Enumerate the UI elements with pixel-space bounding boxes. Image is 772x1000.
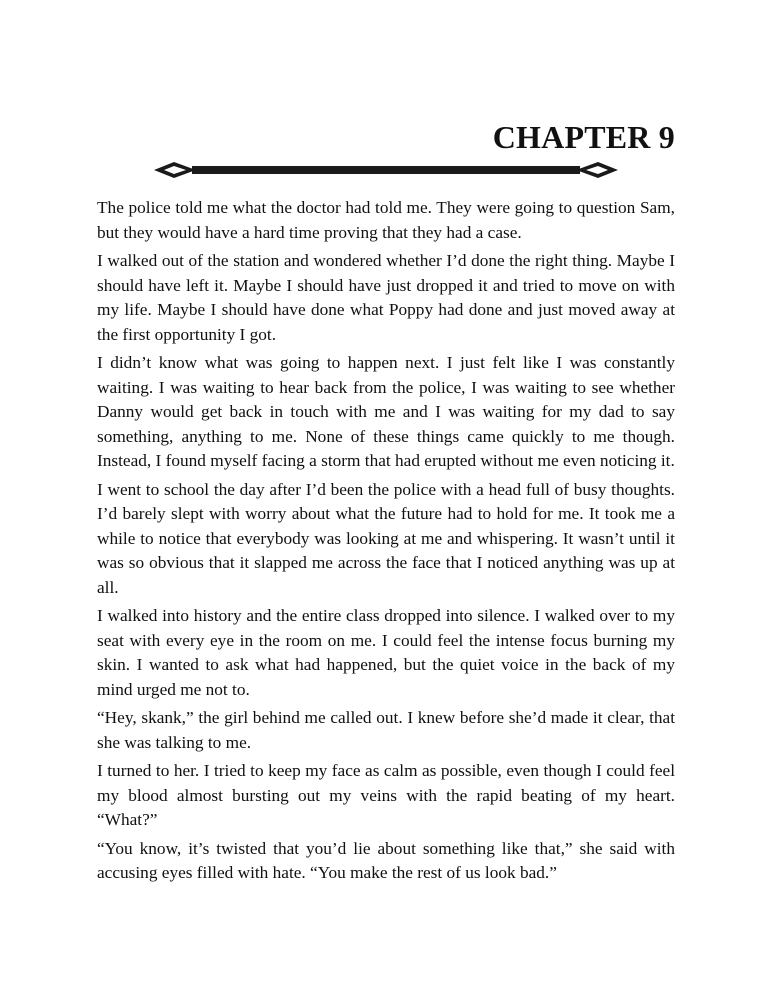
paragraph: I didn’t know what was going to happen next. I just felt like I was constantly waiting. I was waiting to hear back from the police, I was waiting to see whether Danny would get back in touch with me and I was waiting for my dad to say something, anything to me. None of these things came quickly to me though. Instead, I found myself facing a storm that had erupted without me even noticing it. bbox=[97, 353, 675, 470]
paragraph: “Hey, skank,” the girl behind me called out. I knew before she’d made it clear, that she was talking to me. bbox=[97, 708, 675, 752]
divider-bar bbox=[192, 166, 580, 174]
chapter-title: CHAPTER 9 bbox=[492, 119, 675, 155]
paragraph: “You know, it’s twisted that you’d lie about something like that,” she said with accusing eyes filled with hate. “You make the rest of us look bad.” bbox=[97, 838, 675, 882]
paragraph: I walked out of the station and wondered whether I’d done the right thing. Maybe I should have left it. Maybe I should have just dropped it and tried to move on with my life. Maybe I should have done what Poppy had done and just moved away at the first opportunity I got. bbox=[97, 251, 675, 344]
paragraph: I turned to her. I tried to keep my face as calm as possible, even though I could feel my blood almost bursting out my veins with the rapid beating of my heart. “What?” bbox=[97, 761, 675, 829]
chapter-body bbox=[97, 196, 675, 890]
paragraph: The police told me what the doctor had told me. They were going to question Sam, but they would have a hard time proving that they had a case. bbox=[97, 198, 675, 242]
paragraph: I went to school the day after I’d been the police with a head full of busy thoughts. I’d barely slept with worry about what the future had to hold for me. It took me a while to notice that everybody was looking at me and whispering. It wasn’t until it was so obvious that it slapped me across the face that I noticed anything was up at all. bbox=[97, 479, 675, 597]
paragraph: I walked into history and the entire class dropped into silence. I walked over to my seat with every eye in the room on me. I could feel the intense focus burning my skin. I wanted to ask what had happened, but the quiet voice in the back of my mind urged me not to. bbox=[97, 606, 675, 699]
chapter-divider-ornament bbox=[152, 156, 620, 184]
